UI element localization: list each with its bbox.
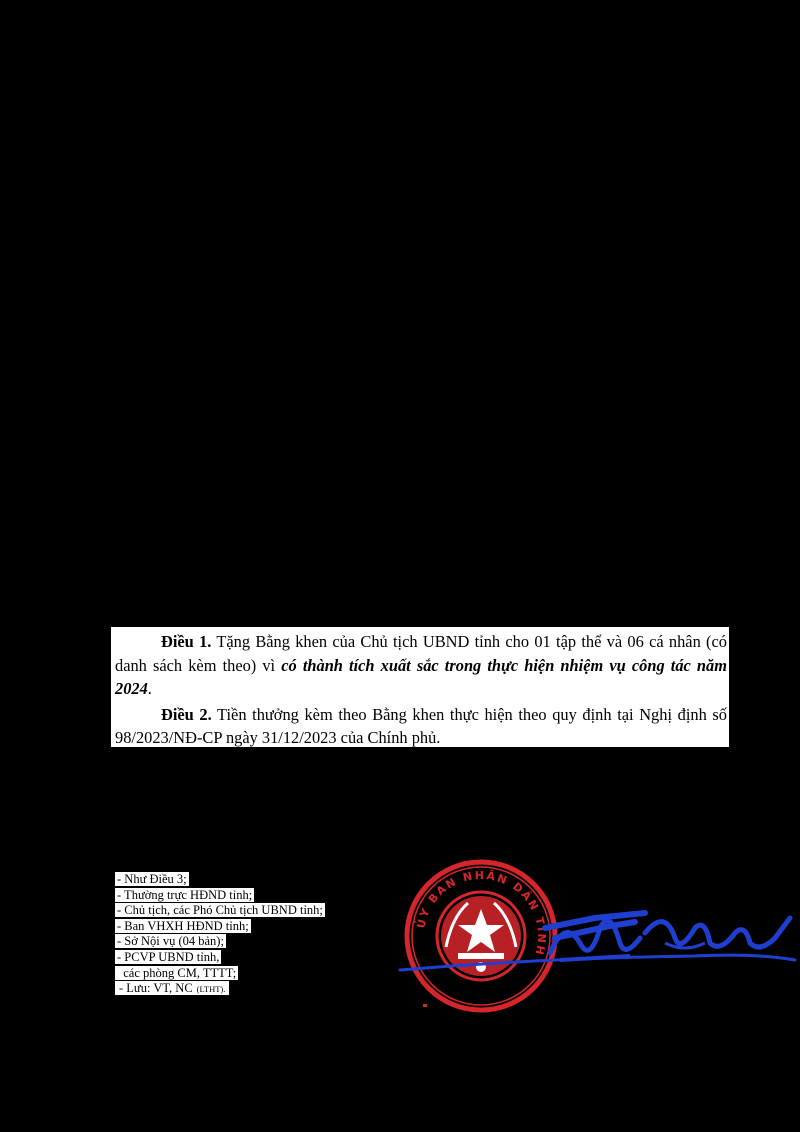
article-1-end: . [147, 679, 152, 698]
article-1-label: Điều 1. [161, 632, 212, 651]
recipient-item: - Thường trực HĐND tỉnh; [117, 887, 253, 902]
recipient-item-archive: - Lưu: VT, NC (LTHT). [115, 981, 377, 997]
recipients-list [115, 872, 377, 997]
recipient-item: - Chủ tịch, các Phó Chủ tịch UBND tỉnh; [117, 903, 323, 918]
signature-icon [395, 898, 800, 980]
article-2 [115, 703, 727, 750]
article-1 [115, 630, 727, 701]
article-1-emphasis: có thành tích xuất sắc trong thực hiện nhiệm vụ công tác năm 2024 [115, 655, 727, 698]
recipient-item: - Như Điều 3; [117, 872, 187, 886]
seal-mark [423, 1004, 427, 1007]
signature [395, 898, 800, 980]
recipient-item: - PCVP UBND tỉnh, [117, 949, 220, 964]
recipient-item: - Ban VHXH HĐND tỉnh; [117, 918, 249, 933]
article-2-label: Điều 2. [161, 704, 212, 724]
seal-text: ỦY BAN NHÂN DÂN TỈNH [414, 868, 549, 958]
articles-block [111, 627, 729, 747]
article-1-text: Tặng Bằng khen của Chủ tịch UBND tỉnh cho 01 tập thể và 06 cá nhân (có danh sách kèm theo) vì [115, 632, 727, 675]
recipient-item: các phòng CM, TTTT; [117, 965, 237, 980]
recipient-item: - Sở Nội vụ (04 bản); [117, 934, 224, 949]
article-2-text: Tiền thưởng kèm theo Bằng khen thực hiện theo quy định tại Nghị định số 98/2023/NĐ-CP ngày 31/12/2023 của Chính phủ. [115, 704, 727, 747]
